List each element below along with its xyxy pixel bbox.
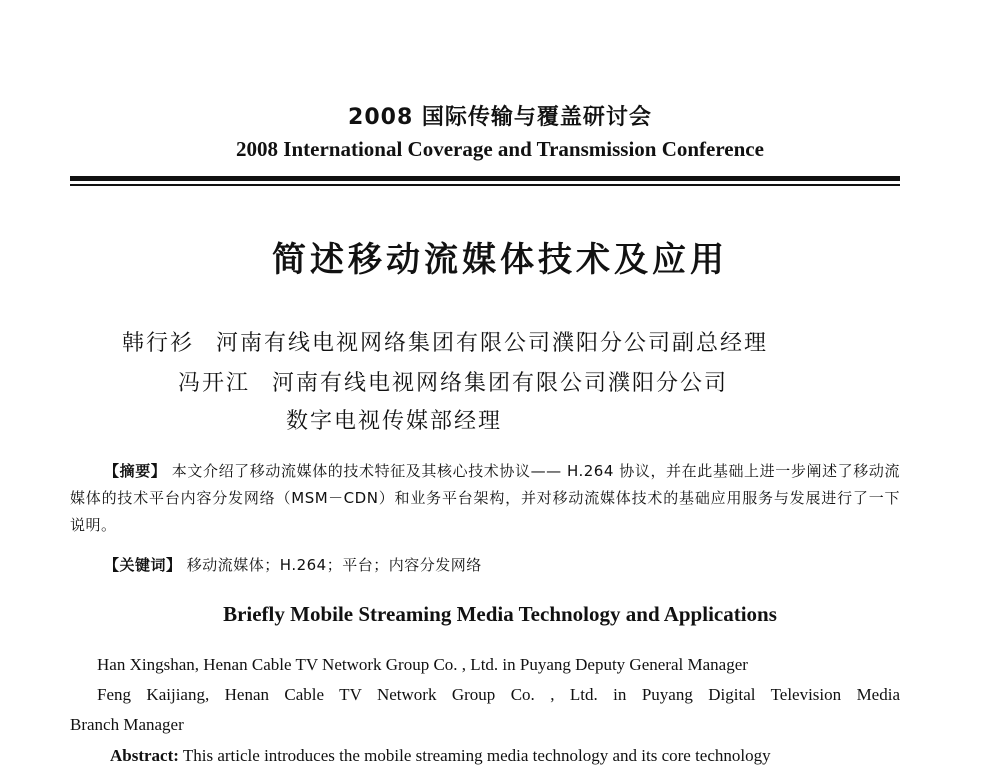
author-line-2	[178, 366, 728, 397]
header-rule-thin	[70, 184, 900, 186]
keywords-label-zh: 【关键词】	[104, 556, 182, 574]
abstract-label-en: Abstract:	[110, 746, 179, 765]
author-en-2-continued: Branch Manager	[70, 715, 184, 734]
abstract-en	[110, 746, 771, 766]
conference-title-en: 2008 International Coverage and Transmission Conference	[236, 137, 764, 161]
header-rule-thick	[70, 176, 900, 181]
author-en-1: Han Xingshan, Henan Cable TV Network Group Co. , Ltd. in Puyang Deputy General Manager	[97, 655, 748, 674]
author-affiliation: 河南有线电视网络集团有限公司濮阳分公司	[272, 371, 729, 396]
abstract-zh	[70, 458, 900, 539]
keywords-text-zh: 移动流媒体；H.264；平台；内容分发网络	[186, 556, 482, 574]
keywords-zh	[104, 552, 900, 579]
author-name: 冯开江	[178, 371, 251, 396]
abstract-text-en: This article introduces the mobile streaming media technology and its core technology	[182, 746, 771, 765]
author-name: 韩行衫	[122, 331, 195, 356]
abstract-text-zh: 本文介绍了移动流媒体的技术特征及其核心技术协议—— H.264 协议，并在此基础上进一步阐述了移动流媒体的技术平台内容分发网络（MSM－CDN）和业务平台架构，并对移动流媒体技术的基础应用服务与发展进行了一下说明。	[70, 462, 900, 534]
paper-title-en: Briefly Mobile Streaming Media Technology and Applications	[223, 602, 777, 626]
paper-title-zh: 简述移动流媒体技术及应用	[272, 240, 728, 280]
author-line-1	[122, 326, 768, 357]
author-affiliation-continued: 数字电视传媒部经理	[286, 409, 503, 434]
conference-title-zh: 2008 国际传输与覆盖研讨会	[348, 105, 652, 130]
abstract-label-zh: 【摘要】	[104, 462, 167, 480]
author-affiliation: 河南有线电视网络集团有限公司濮阳分公司副总经理	[216, 331, 769, 356]
author-en-2: Feng Kaijiang, Henan Cable TV Network Group Co. , Ltd. in Puyang Digital Television Media	[97, 685, 900, 704]
